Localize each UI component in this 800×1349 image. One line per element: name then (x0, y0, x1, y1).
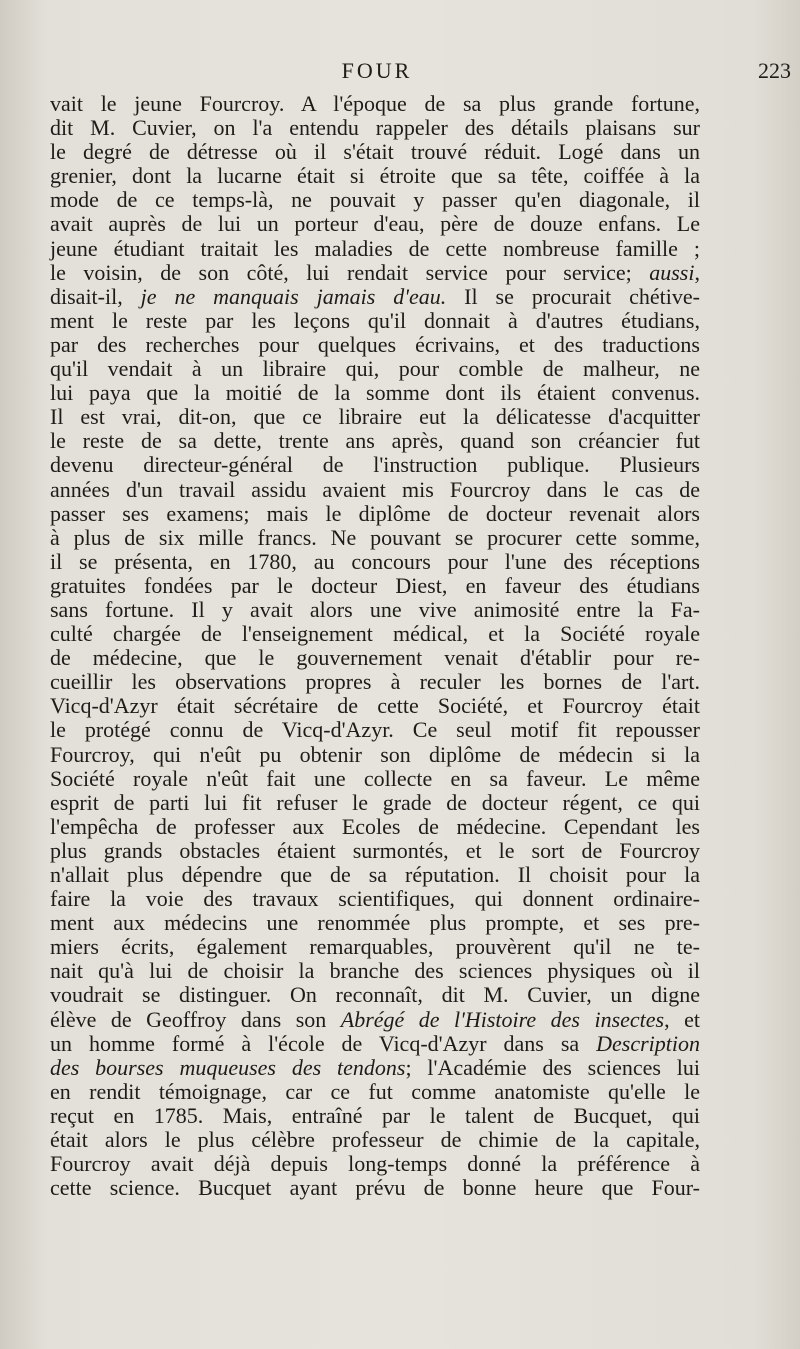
text-line: nait qu'à lui de choisir la branche des sciences physiques où il (50, 958, 700, 984)
text-line: jeune étudiant traitait les maladies de cette nombreuse famille ; (50, 235, 700, 261)
text-line: devenu directeur-général de l'instruction publique. Plusieurs (50, 452, 700, 478)
text-line: n'allait plus dépendre que de sa réputation. Il choisit pour la (50, 862, 700, 887)
text-line: ment aux médecins une renommée plus prompte, et ses pre- (50, 910, 700, 936)
running-title: FOUR (341, 58, 413, 83)
text-line: le voisin, de son côté, lui rendait service pour service; aussi, (50, 259, 700, 285)
text-line: de médecine, que le gouvernement venait d'établir pour re- (50, 645, 700, 671)
italic-phrase: je ne manquais jamais d'eau. (140, 283, 447, 309)
italic-phrase: Abrégé de l'Histoire des insectes (340, 1006, 665, 1032)
text-line: esprit de parti lui fit refuser le grade de docteur régent, ce qui (50, 789, 700, 815)
text-line: Vicq-d'Azyr était sécrétaire de cette Société, et Fourcroy était (50, 693, 700, 719)
text-line: par des recherches pour quelques écrivains, et des traductions (50, 331, 700, 357)
text-line: lui paya que la moitié de la somme dont ils étaient convenus. (50, 380, 700, 406)
text-line: culté chargée de l'enseignement médical, et la Société royale (50, 621, 700, 647)
text-line: à plus de six mille francs. Ne pouvant se procurer cette somme, (50, 524, 700, 550)
text-line: gratuites fondées par le docteur Diest, en faveur des étudians (50, 572, 700, 598)
text-line: en rendit témoignage, car ce fut comme anatomiste qu'elle le (50, 1078, 700, 1104)
text-line: Société royale n'eût fait une collecte en sa faveur. Le même (50, 765, 700, 791)
text-line: années d'un travail assidu avaient mis Fourcroy dans le cas de (50, 476, 700, 502)
text-line: sans fortune. Il y avait alors une vive animosité entre la Fa- (50, 596, 700, 622)
text-line: voudrait se distinguer. On reconnaît, dit M. Cuvier, un digne (50, 982, 700, 1008)
body-text (50, 92, 700, 1200)
text-line: cette science. Bucquet ayant prévu de bonne heure que Four- (50, 1175, 700, 1201)
text-line: Fourcroy avait déjà depuis long-temps donné la préférence à (50, 1151, 700, 1177)
text-line: passer ses examens; mais le diplôme de docteur revenait alors (50, 500, 700, 526)
text-line: avait auprès de lui un porteur d'eau, père de douze enfans. Le (50, 211, 700, 237)
text-line: était alors le plus célèbre professeur de chimie de la capitale, (50, 1127, 700, 1153)
text-line: ment le reste par les leçons qu'il donnait à d'autres étudians, (50, 307, 700, 333)
text-line: un homme formé à l'école de Vicq-d'Azyr dans sa Description (50, 1030, 700, 1056)
text-line: mode de ce temps-là, ne pouvait y passer qu'en diagonale, il (50, 187, 700, 213)
text-line: des bourses muqueuses des tendons; l'Académie des sciences lui (50, 1054, 700, 1080)
text-line: grenier, dont la lucarne était si étroite que sa tête, coiffée à la (50, 163, 700, 189)
text-line: le reste de sa dette, trente ans après, quand son créancier fut (50, 428, 700, 454)
text-line: vait le jeune Fourcroy. A l'époque de sa plus grande fortune, (50, 91, 700, 116)
text-line: il se présenta, en 1780, au concours pour l'une des réceptions (50, 548, 700, 574)
text-line: disait-il, je ne manquais jamais d'eau. Il se procurait chétive- (50, 283, 701, 309)
text-line: faire la voie des travaux scientifiques, qui donnent ordinaire- (50, 886, 700, 912)
text-line: élève de Geoffroy dans son Abrégé de l'Histoire des insectes, et (50, 1006, 700, 1032)
italic-phrase: Description (596, 1030, 700, 1056)
text-line: dit M. Cuvier, on l'a entendu rappeler des détails plaisans sur (50, 115, 700, 141)
text-line: reçut en 1785. Mais, entraîné par le talent de Bucquet, qui (50, 1102, 700, 1128)
text-line: qu'il vendait à un libraire qui, pour comble de malheur, ne (50, 356, 700, 382)
italic-phrase: des bourses muqueuses des tendons (50, 1054, 406, 1080)
italic-phrase: aussi (649, 259, 695, 285)
page-number: 223 (758, 58, 791, 83)
text-line: Fourcroy, qui n'eût pu obtenir son diplôme de médecin si la (50, 741, 700, 767)
text-line: le protégé connu de Vicq-d'Azyr. Ce seul motif fit repousser (50, 717, 700, 743)
text-line: cueillir les observations propres à reculer les bornes de l'art. (50, 669, 700, 695)
text-line: le degré de détresse où il s'était trouvé réduit. Logé dans un (50, 139, 700, 165)
text-line: Il est vrai, dit-on, que ce libraire eut la délicatesse d'acquitter (50, 404, 700, 430)
text-line: miers écrits, également remarquables, prouvèrent qu'il ne te- (50, 934, 700, 960)
text-line: l'empêcha de professer aux Ecoles de médecine. Cependant les (50, 813, 700, 839)
text-line: plus grands obstacles étaient surmontés, et le sort de Fourcroy (50, 837, 700, 863)
running-head (50, 58, 791, 88)
